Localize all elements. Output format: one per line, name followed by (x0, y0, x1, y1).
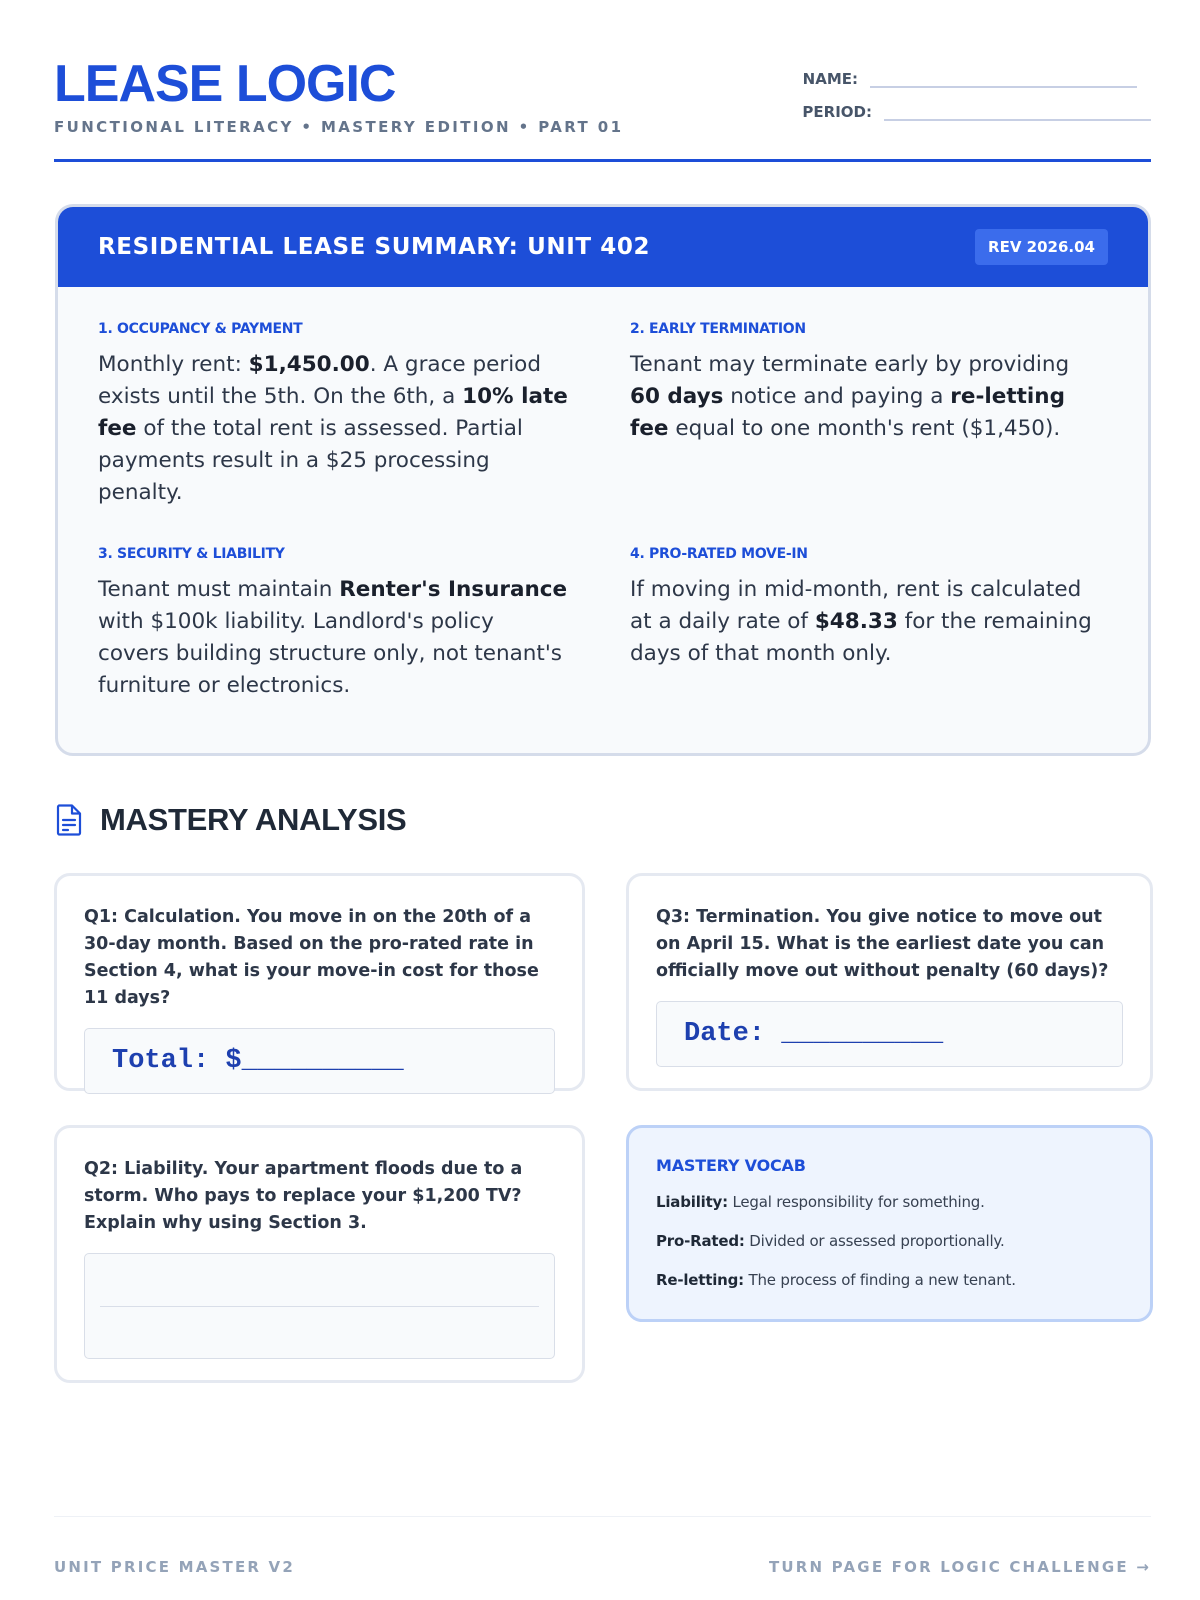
revision-badge: REV 2026.04 (975, 229, 1108, 265)
vocab-term: Pro-Rated: (656, 1232, 745, 1250)
footer-left-text: UNIT PRICE MASTER V2 (54, 1558, 296, 1576)
body-text: notice and paying a (723, 384, 951, 409)
emphasized-text: 10% late fee (98, 384, 568, 441)
vocab-definition: Divided or assessed proportionally. (744, 1232, 1005, 1250)
section-body (630, 349, 1100, 445)
section-body (98, 574, 568, 702)
question-card-q3 (626, 873, 1153, 1091)
period-field[interactable] (802, 101, 1151, 121)
emphasized-text: re-letting fee (630, 384, 1065, 441)
page-title: LEASE LOGIC (54, 55, 396, 113)
body-text: equal to one month's rent ($1,450). (668, 416, 1061, 441)
date-answer-field[interactable]: Date: __________ (656, 1001, 1123, 1067)
page-subtitle: FUNCTIONAL LITERACY • MASTERY EDITION • PART 01 (54, 118, 624, 136)
section-label: 2. EARLY TERMINATION (630, 321, 806, 337)
section-body (98, 349, 568, 509)
emphasized-text: $1,450.00 (248, 352, 370, 377)
question-text: Q2: Liability. Your apartment floods due to a storm. Who pays to replace your $1,200 TV? Explain why using Section 3. (84, 1159, 523, 1233)
lease-summary-card (55, 204, 1151, 756)
vocab-definition: Legal responsibility for something. (727, 1193, 985, 1211)
section-label: 4. PRO-RATED MOVE-IN (630, 546, 808, 562)
page-footer (54, 1516, 1151, 1576)
vocab-item (656, 1230, 1122, 1252)
name-label: NAME: (802, 70, 858, 88)
mastery-vocab-box (626, 1125, 1153, 1322)
body-text: . A grace period exists until the 5th. On the 6th, a (98, 352, 541, 409)
question-card-q1 (54, 873, 585, 1091)
emphasized-text: 60 days (630, 384, 724, 409)
emphasized-text: Renter's Insurance (339, 577, 568, 602)
question-text: Q1: Calculation. You move in on the 20th of a 30-day month. Based on the pro-rated rate in Section 4, what is your move-in cost for those 11 days? (84, 907, 539, 1008)
total-answer-field[interactable]: Total: $__________ (84, 1028, 555, 1094)
lease-section-liability (98, 546, 568, 702)
section-label: 3. SECURITY & LIABILITY (98, 546, 285, 562)
body-text: Tenant may terminate early by providing (630, 352, 1070, 377)
mastery-analysis-title: MASTERY ANALYSIS (100, 802, 407, 837)
period-input-line[interactable] (884, 101, 1151, 121)
body-text: Tenant must maintain (98, 577, 340, 602)
question-card-q2 (54, 1125, 585, 1383)
footer-right-text: TURN PAGE FOR LOGIC CHALLENGE → (768, 1558, 1151, 1576)
section-label: 1. OCCUPANCY & PAYMENT (98, 321, 303, 337)
vocab-definition: The process of finding a new tenant. (743, 1271, 1016, 1289)
body-text: for the remaining days of that month only. (630, 609, 1092, 666)
vocab-label: MASTERY VOCAB (656, 1156, 806, 1175)
vocab-item (656, 1269, 1122, 1291)
worksheet-header (54, 54, 1151, 162)
body-text: Monthly rent: (98, 352, 249, 377)
liability-answer-area[interactable] (84, 1253, 555, 1359)
body-text: If moving in mid-month, rent is calculated at a daily rate of (630, 577, 1082, 634)
document-icon (56, 804, 82, 836)
body-text: of the total rent is assessed. Partial payments result in a $25 processing penalty. (98, 416, 523, 505)
answer-rule-line (100, 1306, 539, 1307)
lease-summary-header (58, 207, 1148, 287)
section-body (630, 574, 1100, 670)
lease-section-termination (630, 321, 1100, 445)
lease-section-occupancy (98, 321, 568, 509)
vocab-term: Re-letting: (656, 1271, 744, 1289)
vocab-term: Liability: (656, 1193, 728, 1211)
name-field[interactable] (803, 68, 1151, 88)
emphasized-text: $48.33 (814, 609, 898, 634)
body-text: with $100k liability. Landlord's policy covers building structure only, not tenant's furniture or electronics. (98, 609, 562, 698)
name-input-line[interactable] (870, 68, 1137, 88)
question-text: Q3: Termination. You give notice to move out on April 15. What is the earliest date you can officially move out without penalty (60 days)? (656, 907, 1109, 981)
vocab-item (656, 1191, 1122, 1213)
lease-section-prorated (630, 546, 1100, 670)
lease-summary-title: RESIDENTIAL LEASE SUMMARY: UNIT 402 (98, 234, 651, 260)
mastery-analysis-heading (56, 802, 406, 838)
period-label: PERIOD: (802, 103, 872, 121)
